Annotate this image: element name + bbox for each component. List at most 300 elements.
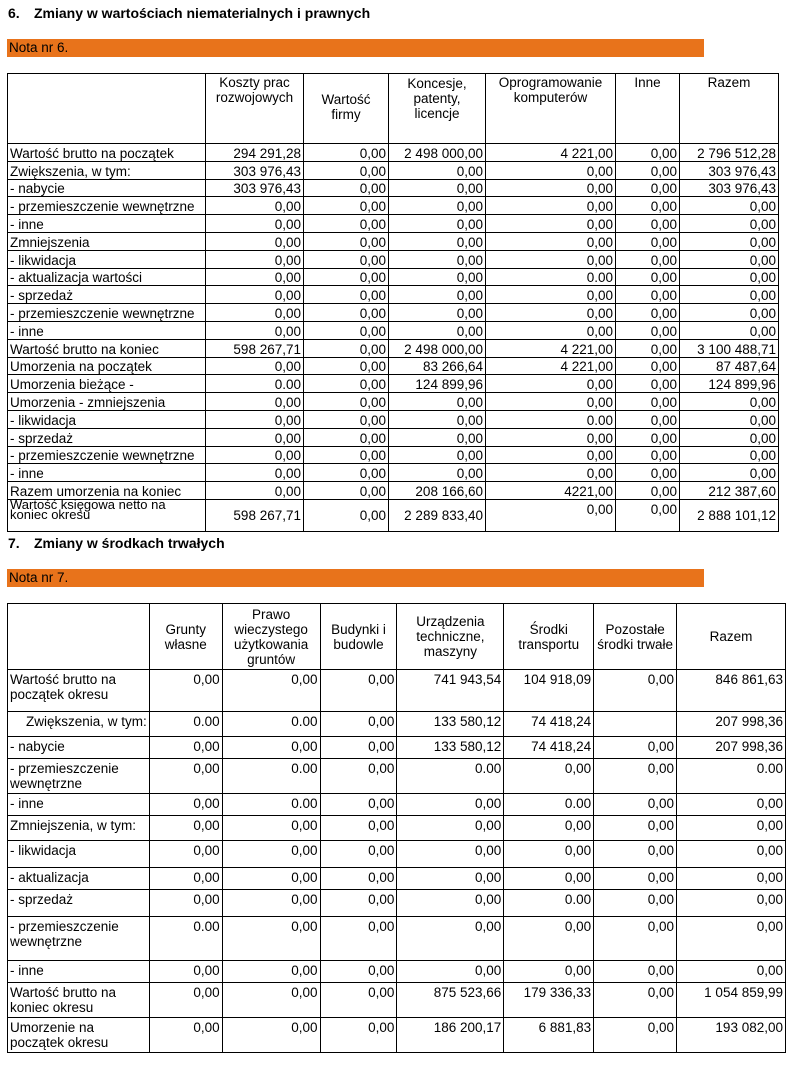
cell-value: 0,00 — [616, 304, 680, 322]
column-header: Grunty własne — [149, 604, 222, 670]
cell-value: 0,00 — [320, 983, 397, 1018]
table-row — [8, 393, 779, 411]
cell-value: 1 054 859,99 — [677, 983, 786, 1018]
cell-value: 741 943,54 — [397, 670, 504, 712]
row-label: Zwiększenia, w tym: — [8, 161, 206, 179]
column-header: Urządzenia techniczne, maszyny — [397, 604, 504, 670]
row-label: - przemieszczenie wewnętrzne — [8, 759, 150, 794]
row-label: Wartość brutto na koniec — [8, 339, 206, 357]
cell-value: 0,00 — [616, 232, 680, 250]
cell-value: 0,00 — [616, 179, 680, 197]
table-row — [8, 250, 779, 268]
cell-value: 0,00 — [677, 794, 786, 816]
cell-value: 6 881,83 — [504, 1018, 594, 1053]
cell-value: 0,00 — [149, 961, 222, 983]
cell-value: 0,00 — [486, 393, 616, 411]
cell-value: 0,00 — [397, 868, 504, 890]
cell-value: 0,00 — [616, 499, 680, 531]
cell-value: 0,00 — [680, 268, 779, 286]
header-row — [8, 604, 786, 670]
cell-value: 0,00 — [594, 670, 677, 712]
cell-value: 0,00 — [486, 250, 616, 268]
cell-value: 207 998,36 — [677, 737, 786, 759]
cell-value: 0,00 — [616, 161, 680, 179]
cell-value: 0,00 — [504, 917, 594, 961]
table-row — [8, 794, 786, 816]
cell-value: 0,00 — [206, 446, 304, 464]
row-label: Wartość brutto na początek — [8, 144, 206, 162]
cell-value: 0,00 — [594, 794, 677, 816]
cell-value: 0,00 — [677, 841, 786, 868]
cell-value: 0,00 — [486, 446, 616, 464]
cell-value: 0,00 — [304, 464, 389, 482]
cell-value: 0,00 — [616, 339, 680, 357]
cell-value: 0,00 — [320, 917, 397, 961]
cell-value: 0,00 — [206, 268, 304, 286]
cell-value: 0,00 — [222, 983, 320, 1018]
cell-value: 0,00 — [594, 917, 677, 961]
cell-value: 0,00 — [304, 250, 389, 268]
cell-value: 4 221,00 — [486, 339, 616, 357]
table-row — [8, 737, 786, 759]
cell-value: 0,00 — [304, 339, 389, 357]
table-row — [8, 161, 779, 179]
cell-value: 0,00 — [206, 410, 304, 428]
cell-value: 2 888 101,12 — [680, 499, 779, 531]
row-label: - przemieszczenie wewnętrzne — [8, 304, 206, 322]
column-header: Koncesje, patenty, licencje — [389, 74, 486, 144]
cell-value: 0,00 — [206, 232, 304, 250]
table-row — [8, 321, 779, 339]
cell-value: 0.00 — [486, 410, 616, 428]
cell-value: 0,00 — [222, 868, 320, 890]
cell-value: 0,00 — [594, 868, 677, 890]
cell-value: 104 918,09 — [504, 670, 594, 712]
cell-value: 0,00 — [504, 759, 594, 794]
cell-value: 0,00 — [206, 464, 304, 482]
cell-value: 0,00 — [504, 961, 594, 983]
row-label: Umorzenia - zmniejszenia — [8, 393, 206, 411]
cell-value: 0,00 — [206, 393, 304, 411]
cell-value: 0,00 — [680, 286, 779, 304]
cell-value: 2 796 512,28 — [680, 144, 779, 162]
cell-value: 0,00 — [206, 482, 304, 500]
cell-value: 875 523,66 — [397, 983, 504, 1018]
row-label: - inne — [8, 794, 150, 816]
cell-value: 0,00 — [680, 197, 779, 215]
cell-value: 124 899,96 — [680, 375, 779, 393]
cell-value: 0,00 — [616, 410, 680, 428]
cell-value: 0,00 — [149, 816, 222, 841]
cell-value: 0,00 — [320, 712, 397, 737]
cell-value: 0,00 — [677, 917, 786, 961]
section7-number: 7. — [8, 535, 20, 551]
cell-value: 0,00 — [594, 1018, 677, 1053]
cell-value: 0.00 — [222, 794, 320, 816]
cell-value: 0.00 — [504, 794, 594, 816]
cell-value: 0,00 — [149, 759, 222, 794]
row-label: - aktualizacja wartości — [8, 268, 206, 286]
cell-value: 2 289 833,40 — [389, 499, 486, 531]
header-corner — [8, 74, 206, 144]
table-row — [8, 144, 779, 162]
cell-value: 0,00 — [486, 304, 616, 322]
cell-value: 74 418,24 — [504, 712, 594, 737]
cell-value: 0,00 — [594, 983, 677, 1018]
row-label: Wartość brutto na koniec okresu — [8, 983, 150, 1018]
cell-value: 2 498 000,00 — [389, 339, 486, 357]
cell-value: 0,00 — [486, 428, 616, 446]
table-row — [8, 712, 786, 737]
cell-value: 0,00 — [677, 961, 786, 983]
cell-value: 74 418,24 — [504, 737, 594, 759]
table-row — [8, 482, 779, 500]
cell-value: 0,00 — [320, 890, 397, 917]
cell-value: 303 976,43 — [680, 179, 779, 197]
column-header: Oprogramowanie komputerów — [486, 74, 616, 144]
cell-value: 294 291,28 — [206, 144, 304, 162]
table-intangible-assets — [7, 73, 779, 532]
cell-value: 0,00 — [320, 794, 397, 816]
cell-value: 0.00 — [677, 759, 786, 794]
cell-value: 0,00 — [389, 304, 486, 322]
row-label: - przemieszczenie wewnętrzne — [8, 446, 206, 464]
cell-value: 0,00 — [304, 144, 389, 162]
cell-value: 0,00 — [320, 1018, 397, 1053]
cell-value: 0,00 — [320, 759, 397, 794]
cell-value: 0,00 — [486, 197, 616, 215]
table-row — [8, 375, 779, 393]
cell-value: 0,00 — [149, 868, 222, 890]
cell-value: 303 976,43 — [206, 161, 304, 179]
cell-value: 0,00 — [680, 446, 779, 464]
row-label: Umorzenia bieżące - — [8, 375, 206, 393]
row-label: - nabycie — [8, 737, 150, 759]
table-row — [8, 339, 779, 357]
cell-value: 0,00 — [389, 321, 486, 339]
cell-value: 0.00 — [149, 712, 222, 737]
header-row — [8, 74, 779, 144]
cell-value: 0,00 — [680, 304, 779, 322]
cell-value: 4221,00 — [486, 482, 616, 500]
cell-value: 0,00 — [304, 410, 389, 428]
cell-value: 0,00 — [304, 197, 389, 215]
cell-value: 0.00 — [486, 268, 616, 286]
cell-value: 303 976,43 — [680, 161, 779, 179]
cell-value: 0.00 — [206, 375, 304, 393]
cell-value: 0,00 — [304, 286, 389, 304]
cell-value: 208 166,60 — [389, 482, 486, 500]
cell-value: 0,00 — [616, 464, 680, 482]
cell-value: 0,00 — [389, 464, 486, 482]
table-row — [8, 286, 779, 304]
cell-value: 0,00 — [304, 499, 389, 531]
cell-value: 0,00 — [389, 197, 486, 215]
cell-value: 124 899,96 — [389, 375, 486, 393]
cell-value: 0,00 — [304, 321, 389, 339]
cell-value: 0,00 — [397, 841, 504, 868]
table-row — [8, 215, 779, 233]
cell-value: 0,00 — [222, 816, 320, 841]
cell-value: 0,00 — [389, 161, 486, 179]
table-fixed-assets — [7, 603, 786, 1053]
cell-value: 0,00 — [594, 961, 677, 983]
cell-value: 0.00 — [504, 890, 594, 917]
cell-value: 0,00 — [149, 794, 222, 816]
cell-value: 0,00 — [616, 215, 680, 233]
cell-value: 0,00 — [304, 232, 389, 250]
cell-value: 0,00 — [304, 304, 389, 322]
table-row — [8, 816, 786, 841]
row-label: Wartość księgowa netto na koniec okresu — [8, 499, 206, 531]
cell-value: 0,00 — [304, 268, 389, 286]
table-row — [8, 446, 779, 464]
row-label: Zwiększenia, w tym: — [8, 712, 150, 737]
cell-value: 133 580,12 — [397, 737, 504, 759]
cell-value: 0,00 — [222, 890, 320, 917]
row-label: Umorzenie na początek okresu — [8, 1018, 150, 1053]
cell-value: 0,00 — [504, 868, 594, 890]
cell-value: 0,00 — [616, 375, 680, 393]
cell-value: 0,00 — [320, 670, 397, 712]
cell-value: 0,00 — [389, 250, 486, 268]
cell-value: 0,00 — [222, 961, 320, 983]
row-label: - sprzedaż — [8, 286, 206, 304]
cell-value: 0,00 — [680, 428, 779, 446]
cell-value: 0,00 — [149, 841, 222, 868]
column-header: Prawo wieczystego użytkowania gruntów — [222, 604, 320, 670]
cell-value: 0,00 — [222, 917, 320, 961]
cell-value: 0,00 — [486, 464, 616, 482]
column-header: Wartość firmy — [304, 74, 389, 144]
table-row — [8, 917, 786, 961]
cell-value: 0,00 — [389, 232, 486, 250]
cell-value: 0,00 — [206, 215, 304, 233]
table-row — [8, 1018, 786, 1053]
cell-value: 0,00 — [149, 670, 222, 712]
cell-value: 0,00 — [397, 794, 504, 816]
cell-value: 4 221,00 — [486, 144, 616, 162]
cell-value: 207 998,36 — [677, 712, 786, 737]
cell-value: 0,00 — [616, 250, 680, 268]
cell-value: 0,00 — [680, 464, 779, 482]
section7-title: Zmiany w środkach trwałych — [34, 535, 225, 551]
cell-value: 598 267,71 — [206, 339, 304, 357]
cell-value: 0,00 — [486, 179, 616, 197]
cell-value — [594, 712, 677, 737]
row-label: - przemieszczenie wewnętrzne — [8, 197, 206, 215]
cell-value: 0,00 — [320, 737, 397, 759]
cell-value: 0,00 — [616, 482, 680, 500]
cell-value: 0,00 — [616, 197, 680, 215]
table-row — [8, 464, 779, 482]
cell-value: 0.00 — [222, 712, 320, 737]
cell-value: 0,00 — [680, 250, 779, 268]
cell-value: 0,00 — [320, 816, 397, 841]
header-corner — [8, 604, 150, 670]
cell-value: 0,00 — [397, 961, 504, 983]
cell-value: 0,00 — [389, 215, 486, 233]
row-label: - inne — [8, 321, 206, 339]
cell-value: 0,00 — [222, 737, 320, 759]
cell-value: 83 266,64 — [389, 357, 486, 375]
cell-value: 0,00 — [680, 215, 779, 233]
cell-value: 0,00 — [616, 393, 680, 411]
cell-value: 0,00 — [486, 499, 616, 531]
row-label: - inne — [8, 464, 206, 482]
table-row — [8, 868, 786, 890]
cell-value: 0,00 — [486, 286, 616, 304]
cell-value: 0,00 — [149, 737, 222, 759]
row-label: - przemieszczenie wewnętrzne — [8, 917, 150, 961]
section7-heading — [8, 535, 225, 551]
cell-value: 0,00 — [616, 321, 680, 339]
cell-value: 212 387,60 — [680, 482, 779, 500]
cell-value: 193 082,00 — [677, 1018, 786, 1053]
row-label: - likwidacja — [8, 841, 150, 868]
cell-value: 0,00 — [389, 393, 486, 411]
cell-value: 0,00 — [486, 161, 616, 179]
table-row — [8, 841, 786, 868]
table-row — [8, 983, 786, 1018]
cell-value: 0,00 — [149, 983, 222, 1018]
cell-value: 0,00 — [504, 841, 594, 868]
column-header: Razem — [677, 604, 786, 670]
table-row — [8, 268, 779, 286]
cell-value: 0.00 — [397, 759, 504, 794]
row-label: - sprzedaż — [8, 890, 150, 917]
cell-value: 0,00 — [304, 482, 389, 500]
nota6-bar: Nota nr 6. — [7, 39, 704, 57]
section6-number: 6. — [8, 5, 20, 21]
cell-value: 0,00 — [397, 816, 504, 841]
cell-value: 0,00 — [149, 1018, 222, 1053]
cell-value: 0,00 — [594, 759, 677, 794]
cell-value: 303 976,43 — [206, 179, 304, 197]
row-label: - inne — [8, 961, 150, 983]
cell-value: 0,00 — [222, 670, 320, 712]
cell-value: 0,00 — [389, 446, 486, 464]
cell-value: 0,00 — [389, 268, 486, 286]
row-label: Zmniejszenia — [8, 232, 206, 250]
cell-value: 0,00 — [677, 816, 786, 841]
cell-value: 0,00 — [206, 197, 304, 215]
cell-value: 0,00 — [206, 250, 304, 268]
cell-value: 0,00 — [206, 428, 304, 446]
cell-value: 0,00 — [389, 428, 486, 446]
cell-value: 0,00 — [486, 321, 616, 339]
column-header: Środki transportu — [504, 604, 594, 670]
cell-value: 133 580,12 — [397, 712, 504, 737]
row-label: - inne — [8, 215, 206, 233]
cell-value: 0,00 — [304, 446, 389, 464]
section6-title: Zmiany w wartościach niematerialnych i prawnych — [34, 5, 371, 21]
table-row — [8, 179, 779, 197]
cell-value: 0,00 — [222, 841, 320, 868]
cell-value: 0,00 — [389, 286, 486, 304]
cell-value: 0,00 — [206, 286, 304, 304]
row-label: - likwidacja — [8, 410, 206, 428]
cell-value: 0,00 — [680, 232, 779, 250]
cell-value: 0,00 — [680, 410, 779, 428]
cell-value: 0,00 — [594, 890, 677, 917]
cell-value: 0,00 — [616, 286, 680, 304]
cell-value: 0,00 — [389, 179, 486, 197]
cell-value: 0,00 — [680, 321, 779, 339]
row-label: Razem umorzenia na koniec — [8, 482, 206, 500]
row-label: - likwidacja — [8, 250, 206, 268]
nota7-bar: Nota nr 7. — [7, 569, 704, 587]
row-label: Umorzenia na początek — [8, 357, 206, 375]
row-label: - nabycie — [8, 179, 206, 197]
section6-heading — [8, 5, 370, 21]
cell-value: 846 861,63 — [677, 670, 786, 712]
cell-value: 0,00 — [149, 890, 222, 917]
cell-value: 598 267,71 — [206, 499, 304, 531]
cell-value: 0,00 — [397, 917, 504, 961]
column-header: Inne — [616, 74, 680, 144]
cell-value: 0,00 — [304, 179, 389, 197]
table-row — [8, 232, 779, 250]
cell-value: 0,00 — [680, 393, 779, 411]
cell-value: 0,00 — [397, 890, 504, 917]
table-row — [8, 759, 786, 794]
table-row — [8, 197, 779, 215]
column-header: Budynki i budowle — [320, 604, 397, 670]
column-header: Koszty prac rozwojowych — [206, 74, 304, 144]
cell-value: 0.00 — [222, 759, 320, 794]
cell-value: 0,00 — [206, 357, 304, 375]
table-row — [8, 890, 786, 917]
cell-value: 0.00 — [149, 917, 222, 961]
cell-value: 0,00 — [504, 816, 594, 841]
table-row — [8, 304, 779, 322]
cell-value: 4 221,00 — [486, 357, 616, 375]
cell-value: 0,00 — [304, 375, 389, 393]
cell-value: 0,00 — [304, 428, 389, 446]
cell-value: 0,00 — [206, 304, 304, 322]
table-row — [8, 499, 779, 531]
cell-value: 0,00 — [486, 232, 616, 250]
cell-value: 0,00 — [304, 393, 389, 411]
cell-value: 0,00 — [304, 215, 389, 233]
table-row — [8, 410, 779, 428]
cell-value: 0,00 — [616, 446, 680, 464]
cell-value: 0,00 — [304, 161, 389, 179]
cell-value: 179 336,33 — [504, 983, 594, 1018]
cell-value: 2 498 000,00 — [389, 144, 486, 162]
cell-value: 0,00 — [677, 868, 786, 890]
column-header: Razem — [680, 74, 779, 144]
cell-value: 0,00 — [616, 144, 680, 162]
row-label: - aktualizacja — [8, 868, 150, 890]
table-row — [8, 357, 779, 375]
cell-value: 0,00 — [222, 1018, 320, 1053]
cell-value: 0,00 — [389, 410, 486, 428]
cell-value: 0,00 — [486, 215, 616, 233]
table-row — [8, 670, 786, 712]
row-label: - sprzedaż — [8, 428, 206, 446]
cell-value: 0,00 — [616, 428, 680, 446]
cell-value: 0,00 — [616, 357, 680, 375]
cell-value: 0,00 — [594, 841, 677, 868]
cell-value: 0,00 — [594, 816, 677, 841]
cell-value: 3 100 488,71 — [680, 339, 779, 357]
row-label: Wartość brutto na początek okresu — [8, 670, 150, 712]
cell-value: 186 200,17 — [397, 1018, 504, 1053]
cell-value: 0,00 — [320, 868, 397, 890]
cell-value: 0,00 — [677, 890, 786, 917]
